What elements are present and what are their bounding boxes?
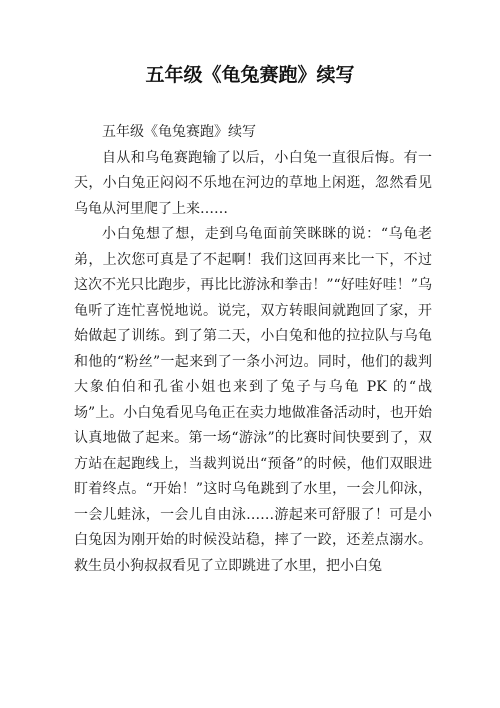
document-title: 五年级《龟兔赛跑》续写: [145, 64, 355, 86]
document-body: [74, 120, 432, 579]
paragraph-intro: 自从和乌龟赛跑输了以后，小白兔一直很后悔。有一天，小白兔正闷闷不乐地在河边的草地上闲逛，忽然看见乌龟从河里爬了上来……: [74, 149, 432, 217]
paragraph-story: 小白兔想了想，走到乌龟面前笑眯眯的说：“乌龟老弟，上次您可真是了不起啊！我们这回再来比一下，不过这次不光只比跑步，再比比游泳和拳击！”“好哇好哇！”乌龟听了连忙喜悦地说。说完，双方转眼间就跑回了家，开始做起了训练。到了第二天，小白兔和他的拉拉队与乌龟和他的“粉丝”一起来到了一条小河边。同时，他们的裁判大象伯伯和孔雀小姐也来到了兔子与乌龟 PK 的“战场”上。小白兔看见乌龟正在卖力地做准备活动时，也开始认真地做了起来。第一场“游泳”的比赛时间快要到了，双方站在起跑线上，当裁判说出“预备”的时候，他们双眼进盯着终点。“开始！”这时乌龟跳到了水里，一会儿仰泳，一会儿蛙泳，一会儿自由泳……游起来可舒服了！可是小白兔因为刚开始的时候没站稳，摔了一跤，还差点溺水。救生员小狗叔叔看见了立即跳进了水里，把小白兔: [74, 226, 432, 574]
paragraph-subtitle: 五年级《龟兔赛跑》续写: [102, 124, 256, 140]
